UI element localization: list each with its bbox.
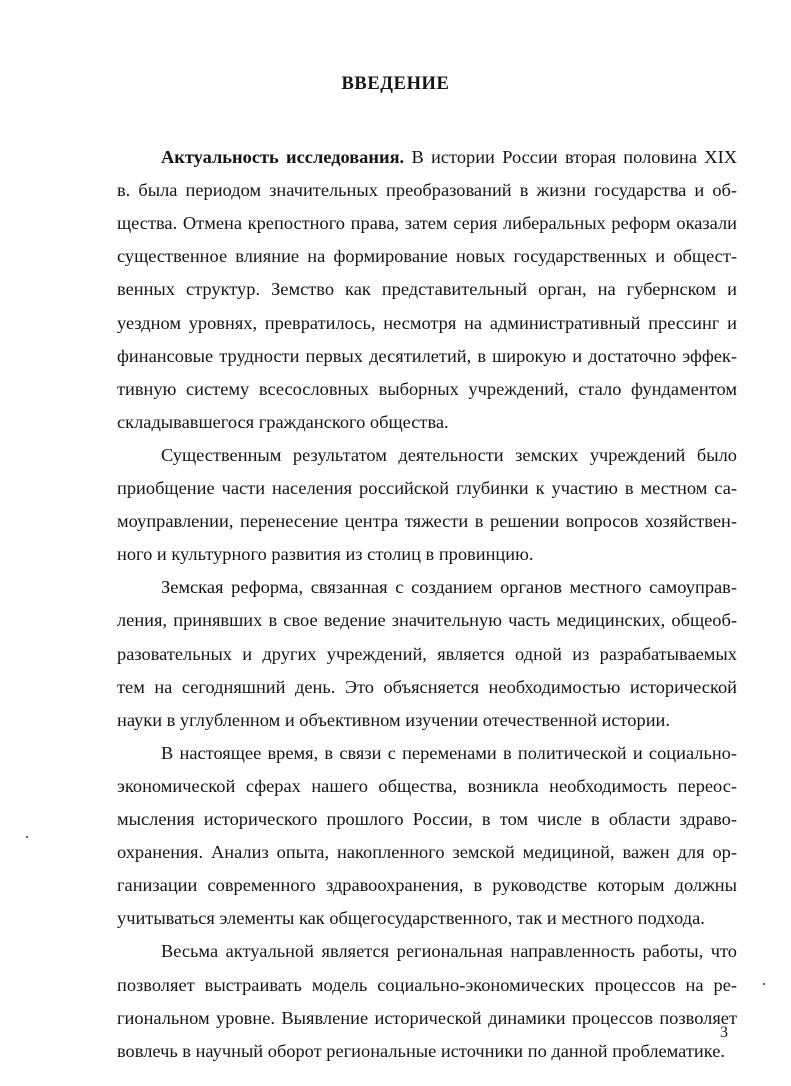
text-line xyxy=(161,570,737,604)
line-text: науки в углубленном и объективном изучении отечественной истории. xyxy=(117,710,670,730)
line-text: существенное влияние на формирование новых государственных и общест- xyxy=(117,246,737,266)
text-line xyxy=(117,471,737,505)
text-line xyxy=(117,339,737,373)
line-text: В истории России вторая половина XIX xyxy=(404,147,737,167)
line-text: моуправлении, перенесение центра тяжести в решении вопросов хозяйствен- xyxy=(117,511,737,531)
line-text: В настоящее время, в связи с переменами в политической и социально- xyxy=(161,743,737,763)
text-line xyxy=(117,272,737,306)
line-text: складывавшегося гражданского общества. xyxy=(117,412,449,432)
text-line xyxy=(117,835,737,869)
page-title: ВВЕДЕНИЕ xyxy=(341,74,450,94)
line-text: тем на сегодняшний день. Это объясняется необходимостью исторической xyxy=(117,677,737,697)
text-line xyxy=(161,140,737,174)
line-text: позволяет выстраивать модель социально-экономических процессов на ре- xyxy=(117,975,737,995)
text-line xyxy=(117,405,737,439)
text-line xyxy=(117,239,737,273)
line-text: приобщение части населения российской глубинки к участию в местном са- xyxy=(117,478,737,498)
line-text: охранения. Анализ опыта, накопленного земской медициной, важен для ор- xyxy=(117,842,737,862)
text-line xyxy=(117,537,737,571)
line-text: щества. Отмена крепостного права, затем серия либеральных реформ оказали xyxy=(117,213,737,233)
text-line xyxy=(117,769,737,803)
text-line xyxy=(117,603,737,637)
line-text: Существенным результатом деятельности земских учреждений было xyxy=(161,445,737,465)
text-line xyxy=(117,504,737,538)
scan-speck xyxy=(26,836,28,838)
text-line xyxy=(117,637,737,671)
text-line xyxy=(117,1034,737,1068)
text-line xyxy=(117,901,737,935)
line-text: венных структур. Земство как представительный орган, на губернском и xyxy=(117,279,737,299)
line-text: Весьма актуальной является региональная направленность работы, что xyxy=(161,941,737,961)
line-text: ганизации современного здравоохранения, в руководстве которым должны xyxy=(117,875,737,895)
line-text: уездном уровнях, превратилось, несмотря на административный прессинг и xyxy=(117,313,737,333)
page-number: 3 xyxy=(720,1024,728,1041)
line-text: экономической сферах нашего общества, возникла необходимость переос- xyxy=(117,776,737,796)
line-text: разовательных и других учреждений, является одной из разрабатываемых xyxy=(117,644,737,664)
line-text: тивную систему всесословных выборных учреждений, стало фундаментом xyxy=(117,379,737,399)
text-line xyxy=(161,736,737,770)
line-text: гиональном уровне. Выявление исторической динамики процессов позволяет xyxy=(117,1008,737,1028)
line-text: финансовые трудности первых десятилетий, в широкую и достаточно эффек- xyxy=(117,346,737,366)
line-text: Земская реформа, связанная с созданием органов местного самоуправ- xyxy=(161,577,737,597)
lead-label: Актуальность исследования. xyxy=(161,147,405,167)
line-text: ного и культурного развития из столиц в провинцию. xyxy=(117,544,534,564)
text-line xyxy=(117,802,737,836)
line-text: в. была периодом значительных преобразований в жизни государства и об- xyxy=(117,180,737,200)
text-line xyxy=(117,968,737,1002)
text-line xyxy=(161,934,737,968)
text-line xyxy=(161,438,737,472)
scan-speck xyxy=(763,983,765,985)
line-text: вовлечь в научный оборот региональные источники по данной проблематике. xyxy=(117,1041,725,1061)
text-line xyxy=(117,306,737,340)
line-text: учитываться элементы как общегосударственного, так и местного подхода. xyxy=(117,908,705,928)
text-line xyxy=(117,206,737,240)
text-line xyxy=(117,372,737,406)
text-line xyxy=(117,1001,737,1035)
text-line xyxy=(117,868,737,902)
line-text: мысления исторического прошлого России, в том числе в области здраво- xyxy=(117,809,737,829)
text-line xyxy=(117,703,737,737)
text-line xyxy=(117,173,737,207)
text-line xyxy=(117,670,737,704)
line-text: ления, принявших в свое ведение значительную часть медицинских, общеоб- xyxy=(117,610,737,630)
